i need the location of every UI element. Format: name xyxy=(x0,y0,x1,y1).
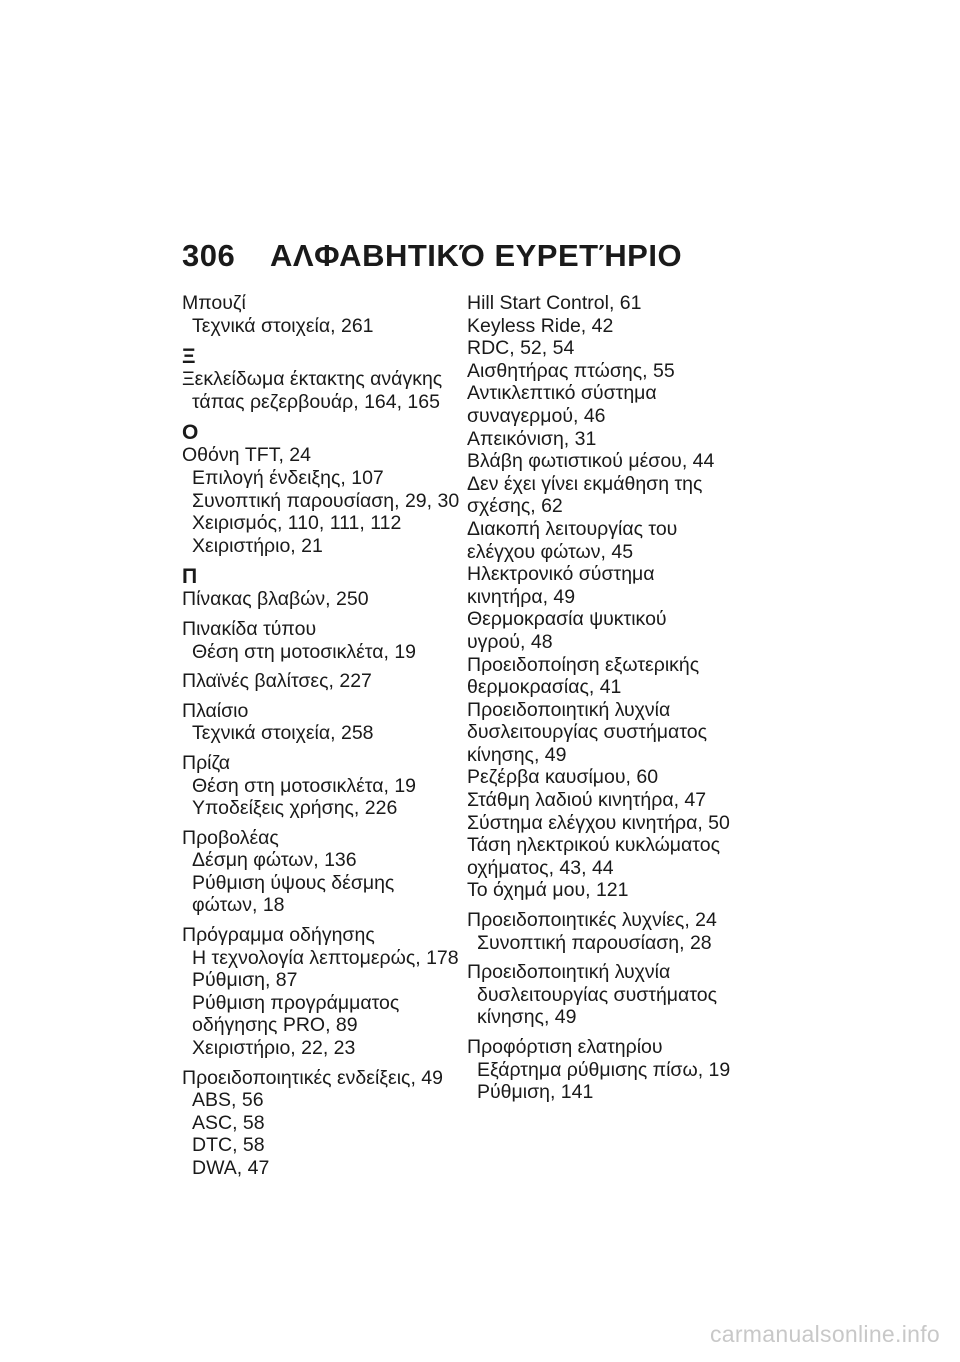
index-entry: Αισθητήρας πτώσης, 55 xyxy=(467,359,675,382)
index-subentry: δυσλειτουργίας συστήματος xyxy=(477,983,717,1006)
index-letter-heading: Π xyxy=(182,565,198,589)
index-entry: Προειδοποίηση εξωτερικής xyxy=(467,653,700,676)
index-entry: Τάση ηλεκτρικού κυκλώματος xyxy=(467,834,720,857)
index-entry: Βλάβη φωτιστικού μέσου, 44 xyxy=(467,450,715,473)
index-entry: υγρού, 48 xyxy=(467,630,553,653)
index-column-left xyxy=(182,292,460,1180)
index-subentry: φώτων, 18 xyxy=(192,894,285,917)
index-entry: Πρόγραμμα οδήγησης xyxy=(182,924,375,947)
index-entry: RDC, 52, 54 xyxy=(467,337,575,360)
index-entry: Δεν έχει γίνει εκμάθηση της xyxy=(467,472,703,495)
index-subentry: Θέση στη μοτοσικλέτα, 19 xyxy=(192,774,417,797)
index-subentry: Χειριστήριο, 22, 23 xyxy=(192,1037,356,1060)
index-entry: κινητήρα, 49 xyxy=(467,585,576,608)
index-entry: Στάθμη λαδιού κινητήρα, 47 xyxy=(467,789,707,812)
index-subentry: DTC, 58 xyxy=(192,1134,265,1157)
index-entry: Προειδοποιητικές λυχνίες, 24 xyxy=(467,909,717,932)
index-entry: Προειδοποιητική λυχνία xyxy=(467,698,671,721)
index-entry: Πρίζα xyxy=(182,751,231,774)
index-entry: Ηλεκτρονικό σύστημα xyxy=(467,563,655,586)
page-header xyxy=(182,238,682,274)
index-subentry: Επιλογή ένδειξης, 107 xyxy=(192,466,384,489)
index-subentry: Τεχνικά στοιχεία, 258 xyxy=(192,722,374,745)
index-entry: ελέγχου φώτων, 45 xyxy=(467,540,634,563)
index-entry: Πλαίσιο xyxy=(182,699,249,722)
index-subentry: Συνοπτική παρουσίαση, 28 xyxy=(477,931,712,954)
index-entry: Πίνακας βλαβών, 250 xyxy=(182,588,369,611)
index-subentry: ASC, 58 xyxy=(192,1111,265,1134)
index-letter-heading: Ξ xyxy=(182,345,196,369)
index-entry: θερμοκρασίας, 41 xyxy=(467,676,622,699)
index-entry: δυσλειτουργίας συστήματος xyxy=(467,721,707,744)
index-subentry: Ρύθμιση προγράμματος xyxy=(192,991,400,1014)
index-subentry: Ρύθμιση, 87 xyxy=(192,969,298,992)
index-entry: Ρεζέρβα καυσίμου, 60 xyxy=(467,766,659,789)
index-entry: Το όχημά μου, 121 xyxy=(467,879,629,902)
index-subentry: Υποδείξεις χρήσης, 226 xyxy=(192,797,398,820)
index-subentry: Δέσμη φώτων, 136 xyxy=(192,849,357,872)
index-subentry: Ρύθμιση ύψους δέσμης xyxy=(192,871,395,894)
index-entry: Σύστημα ελέγχου κινητήρα, 50 xyxy=(467,811,730,834)
index-entry: σχέσης, 62 xyxy=(467,495,563,518)
index-entry: Πλαϊνές βαλίτσες, 227 xyxy=(182,670,372,693)
index-entry: Ξεκλείδωμα έκτακτης ανάγκης xyxy=(182,368,443,391)
index-entry: Αντικλεπτικό σύστημα xyxy=(467,382,657,405)
index-subentry: Ρύθμιση, 141 xyxy=(477,1081,594,1104)
index-entry: Μπουζί xyxy=(182,292,246,314)
index-entry: Απεικόνιση, 31 xyxy=(467,427,597,450)
index-entry: Keyless Ride, 42 xyxy=(467,314,614,337)
index-entry: Hill Start Control, 61 xyxy=(467,292,642,314)
index-subentry: Θέση στη μοτοσικλέτα, 19 xyxy=(192,640,417,663)
page-number: 306 xyxy=(182,238,236,273)
index-entry: Προβολέας xyxy=(182,826,279,849)
index-subentry: Εξάρτημα ρύθμισης πίσω, 19 xyxy=(477,1058,731,1081)
index-column-right xyxy=(467,292,737,1104)
index-entry: Προειδοποιητικές ενδείξεις, 49 xyxy=(182,1066,443,1089)
index-subentry: Χειριστήριο, 21 xyxy=(192,534,323,557)
index-entry: συναγερμού, 46 xyxy=(467,404,606,427)
index-entry: Θερμοκρασία ψυκτικού xyxy=(467,608,667,631)
index-subentry: ABS, 56 xyxy=(192,1089,264,1112)
index-subentry: τάπας ρεζερβουάρ, 164, 165 xyxy=(192,390,440,413)
index-subentry: DWA, 47 xyxy=(192,1157,270,1179)
index-subentry: Χειρισμός, 110, 111, 112 xyxy=(192,512,402,535)
page-title: ΑΛΦΑΒΗΤΙΚΌ ΕΥΡΕΤΉΡΙΟ xyxy=(270,238,683,273)
index-entry: οχήματος, 43, 44 xyxy=(467,856,614,879)
index-subentry: Συνοπτική παρουσίαση, 29, 30 xyxy=(192,489,460,512)
index-subentry: Τεχνικά στοιχεία, 261 xyxy=(192,314,374,337)
index-entry: Πινακίδα τύπου xyxy=(182,617,317,640)
index-entry: Προειδοποιητική λυχνία xyxy=(467,961,671,984)
index-entry: Διακοπή λειτουργίας του xyxy=(467,517,678,540)
watermark: carmanualsonline.info xyxy=(709,1321,940,1347)
index-entry: κίνησης, 49 xyxy=(467,743,567,766)
index-entry: Προφόρτιση ελατηρίου xyxy=(467,1036,663,1058)
index-subentry: Η τεχνολογία λεπτομερώς, 178 xyxy=(192,946,459,969)
index-letter-heading: Ο xyxy=(182,421,199,445)
index-entry: Οθόνη TFT, 24 xyxy=(182,444,311,467)
index-subentry: κίνησης, 49 xyxy=(477,1006,577,1029)
index-subentry: οδήγησης PRO, 89 xyxy=(192,1014,358,1037)
